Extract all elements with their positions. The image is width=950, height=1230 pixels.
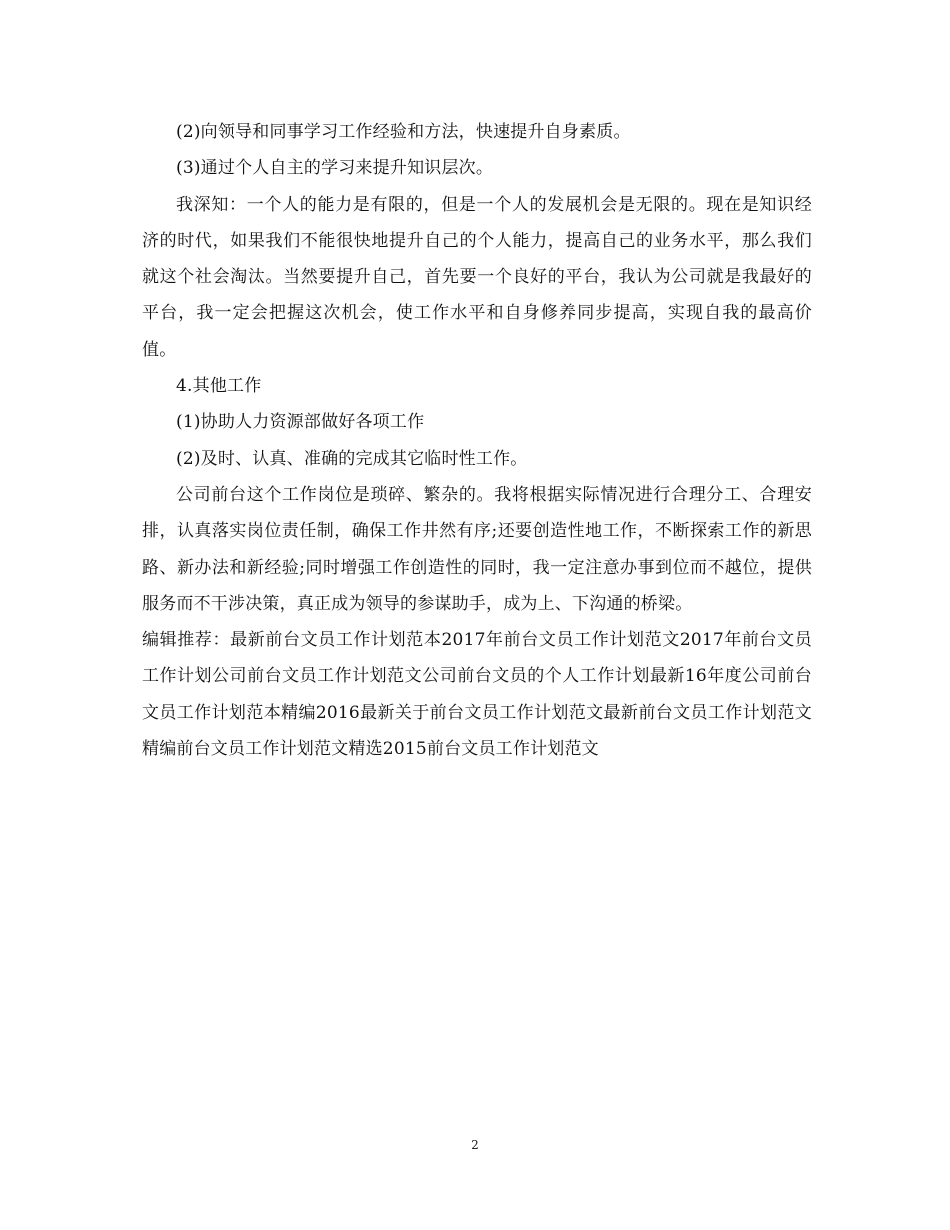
editor-recommendation: 编辑推荐：最新前台文员工作计划范本2017年前台文员工作计划范文2017年前台文员工作计划公司前台文员工作计划范文公司前台文员的个人工作计划最新16年度公司前台文员工作计划范本精编2016最新关于前台文员工作计划范文最新前台文员工作计划范文精编前台文员工作计划范文精选2015前台文员工作计划范文 (142, 630, 812, 760)
page-number: 2 (471, 1138, 479, 1152)
paragraph-self-improvement: 我深知：一个人的能力是有限的，但是一个人的发展机会是无限的。现在是知识经济的时代，如果我们不能很快地提升自己的个人能力，提高自己的业务水平，那么我们就这个社会淘汰。当然要提升自己，首先要一个良好的平台，我认为公司就是我最好的平台，我一定会把握这次机会，使工作水平和自身修养同步提高，实现自我的最高价值。 (142, 194, 812, 360)
paragraph-front-desk-role: 公司前台这个工作岗位是琐碎、繁杂的。我将根据实际情况进行合理分工、合理安排，认真落实岗位责任制，确保工作井然有序;还要创造性地工作，不断探索工作的新思路、新办法和新经验;同时增强工作创造性的同时，我一定注意办事到位而不越位，提供服务而不干涉决策，真正成为领导的参谋助手，成为上、下沟通的桥梁。 (142, 484, 812, 614)
paragraph-self-study: (3)通过个人自主的学习来提升知识层次。 (176, 158, 494, 179)
paragraph-temporary-work: (2)及时、认真、准确的完成其它临时性工作。 (176, 448, 528, 469)
document-body (142, 114, 812, 767)
paragraph-assist-hr: (1)协助人力资源部做好各项工作 (176, 412, 425, 433)
section-heading-other-work: 4.其他工作 (176, 376, 262, 397)
paragraph-learn-from-leaders: (2)向领导和同事学习工作经验和方法，快速提升自身素质。 (176, 122, 631, 142)
